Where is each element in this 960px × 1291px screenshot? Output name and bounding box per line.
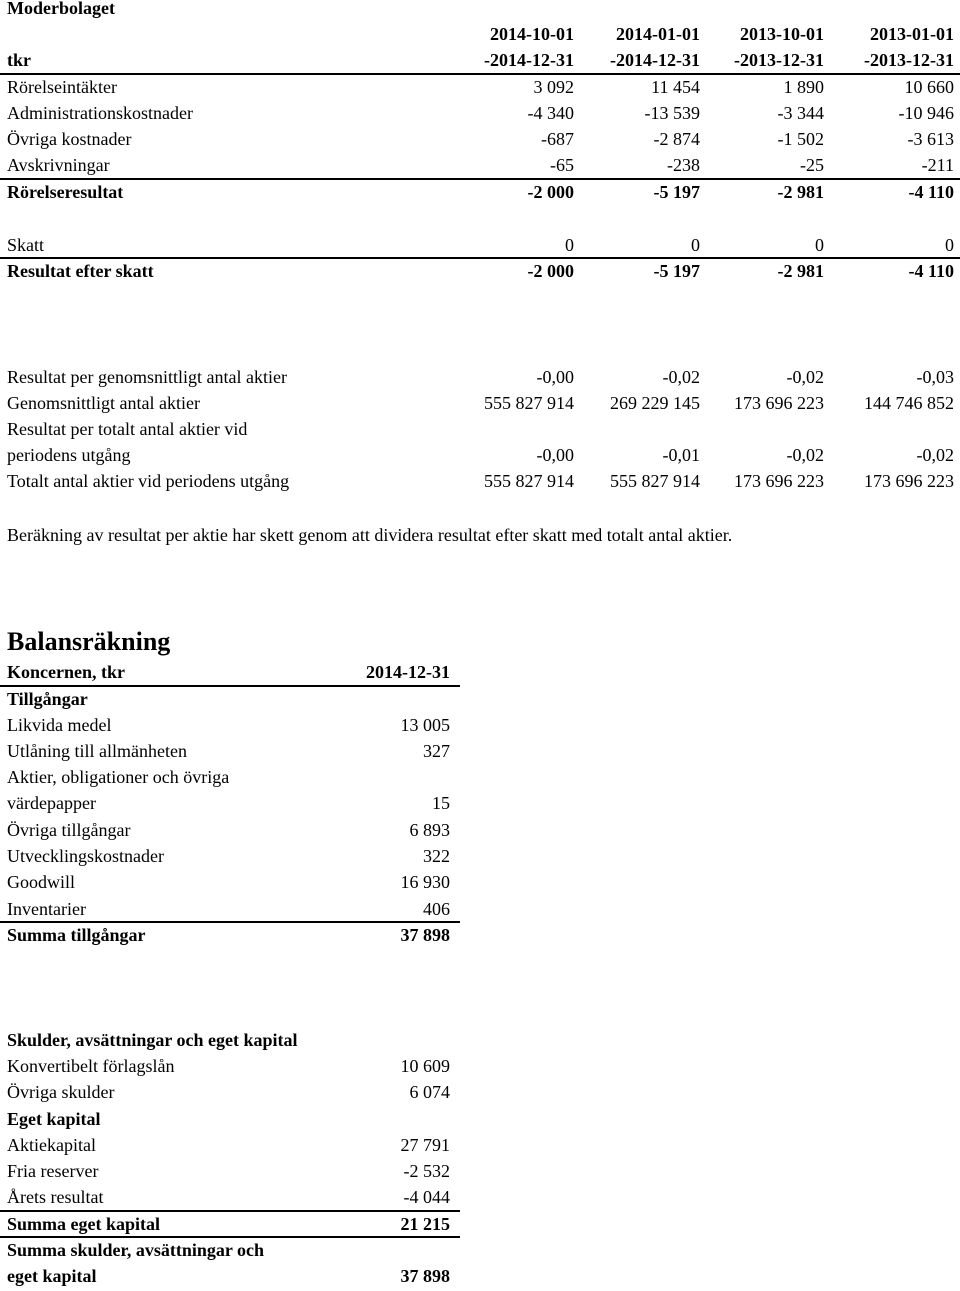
period-header-row-2 bbox=[0, 47, 960, 73]
summa-total-row: eget kapital 37 898 bbox=[7, 1266, 450, 1286]
table-row-rorelseresultat: Rörelseresultat -2 000 -5 197 -2 981 -4 110 bbox=[7, 182, 954, 202]
period-2-start: 2014-01-01 bbox=[616, 24, 700, 44]
asset-row-label-line-1: Aktier, obligationer och övriga bbox=[7, 767, 230, 787]
table-row: Skatt 0 0 0 0 bbox=[7, 235, 954, 255]
balans-header-label: Koncernen, tkr bbox=[7, 662, 125, 682]
table-row: Avskrivningar -65 -238 -25 -211 bbox=[7, 155, 954, 175]
asset-row: Inventarier 406 bbox=[7, 899, 450, 919]
period-1-start: 2014-10-01 bbox=[490, 24, 574, 44]
period-4-start: 2013-01-01 bbox=[870, 24, 954, 44]
asset-row: värdepapper 15 bbox=[7, 793, 450, 813]
balans-header-date: 2014-12-31 bbox=[366, 662, 450, 682]
table-row: Administrationskostnader -4 340 -13 539 -3 344 -10 946 bbox=[7, 103, 954, 123]
liability-row: Övriga skulder 6 074 bbox=[7, 1082, 450, 1102]
tillgangar-heading: Tillgångar bbox=[7, 689, 88, 709]
equity-row: Fria reserver -2 532 bbox=[7, 1161, 450, 1181]
table-row: Rörelseintäkter 3 092 11 454 1 890 10 660 bbox=[7, 77, 954, 97]
summa-tillgangar-row: Summa tillgångar 37 898 bbox=[7, 925, 450, 945]
summa-eget-kapital-row: Summa eget kapital 21 215 bbox=[7, 1214, 450, 1234]
asset-row: Utvecklingskostnader 322 bbox=[7, 846, 450, 866]
share-row: Totalt antal aktier vid periodens utgång 555 827 914 555 827 914 173 696 223 173 696 223 bbox=[7, 471, 954, 491]
period-1-end: -2014-12-31 bbox=[484, 50, 574, 70]
share-row-label-line-1: Resultat per totalt antal aktier vid bbox=[7, 419, 248, 439]
period-3-start: 2013-10-01 bbox=[740, 24, 824, 44]
skulder-heading: Skulder, avsättningar och eget kapital bbox=[7, 1030, 298, 1050]
asset-row: Övriga tillgångar 6 893 bbox=[7, 820, 450, 840]
table-row-resultat-efter-skatt: Resultat efter skatt -2 000 -5 197 -2 981 -4 110 bbox=[7, 261, 954, 281]
share-row: Resultat per genomsnittligt antal aktier -0,00 -0,02 -0,02 -0,03 bbox=[7, 367, 954, 387]
period-2-end: -2014-12-31 bbox=[610, 50, 700, 70]
period-3-end: -2013-12-31 bbox=[734, 50, 824, 70]
balans-title: Balansräkning bbox=[7, 627, 171, 656]
table-row: Övriga kostnader -687 -2 874 -1 502 -3 613 bbox=[7, 129, 954, 149]
asset-row: Likvida medel 13 005 bbox=[7, 715, 450, 735]
balans-header-row bbox=[0, 659, 460, 685]
eget-kapital-heading: Eget kapital bbox=[7, 1109, 101, 1129]
asset-row: Goodwill 16 930 bbox=[7, 872, 450, 892]
equity-row: Aktiekapital 27 791 bbox=[7, 1135, 450, 1155]
share-row: periodens utgång -0,00 -0,01 -0,02 -0,02 bbox=[7, 445, 954, 465]
summa-total-label-line-1: Summa skulder, avsättningar och bbox=[7, 1240, 265, 1260]
equity-row: Årets resultat -4 044 bbox=[7, 1187, 450, 1207]
calculation-note: Beräkning av resultat per aktie har skett genom att dividera resultat efter skatt med totalt antal aktier. bbox=[7, 525, 733, 545]
liability-row: Konvertibelt förlagslån 10 609 bbox=[7, 1056, 450, 1076]
unit-label: tkr bbox=[7, 50, 31, 70]
share-row: Genomsnittligt antal aktier 555 827 914 269 229 145 173 696 223 144 746 852 bbox=[7, 393, 954, 413]
period-4-end: -2013-12-31 bbox=[864, 50, 954, 70]
period-header-row-1 bbox=[0, 21, 960, 47]
asset-row: Utlåning till allmänheten 327 bbox=[7, 741, 450, 761]
